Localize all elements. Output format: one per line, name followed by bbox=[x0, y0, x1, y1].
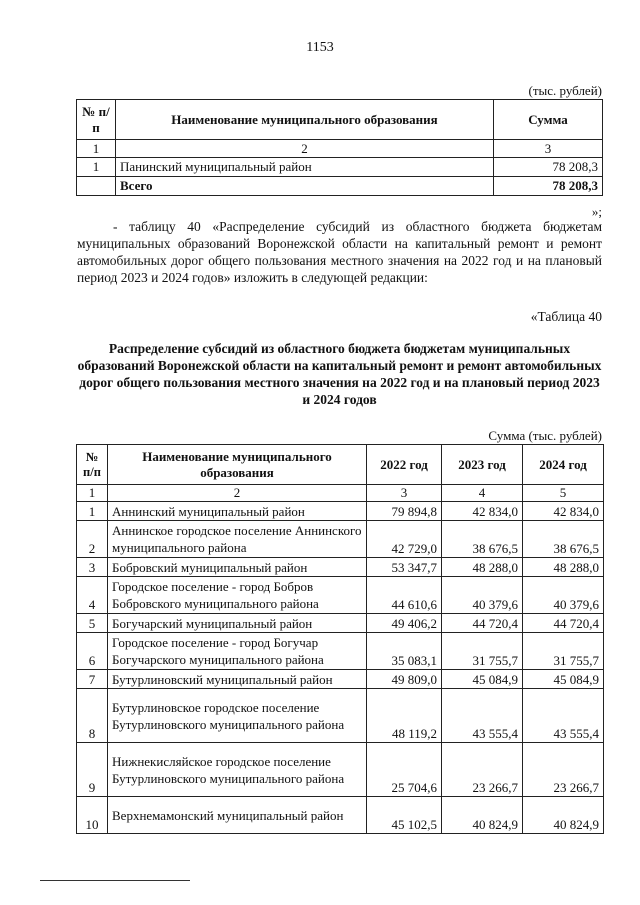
table-row bbox=[77, 689, 604, 743]
municipality-name: Бутурлиновский муниципальный район bbox=[108, 670, 367, 689]
row-number: 1 bbox=[77, 158, 116, 177]
table-row bbox=[77, 158, 603, 177]
table-label: «Таблица 40 bbox=[530, 309, 602, 324]
table2-header-num: № п/п bbox=[77, 445, 108, 485]
amount-cell: 40 824,9 bbox=[442, 797, 523, 834]
table2-header-2023: 2023 год bbox=[442, 445, 523, 485]
table2-index-cell: 4 bbox=[442, 485, 523, 502]
table2-units: Сумма (тыс. рублей) bbox=[488, 428, 602, 443]
table2-index-cell: 3 bbox=[367, 485, 442, 502]
amount-cell: 42 834,0 bbox=[523, 502, 604, 521]
amount-cell: 42 834,0 bbox=[442, 502, 523, 521]
table1-header-name: Наименование муниципального образования bbox=[116, 100, 494, 140]
end-quote: »; bbox=[591, 204, 602, 219]
municipality-name: Городское поселение - город Богучар Богучарского муниципального района bbox=[108, 633, 367, 670]
table-row bbox=[77, 633, 604, 670]
table2-index-cell: 5 bbox=[523, 485, 604, 502]
total-label: Всего bbox=[116, 177, 494, 196]
row-number: 9 bbox=[77, 743, 108, 797]
table-row bbox=[77, 670, 604, 689]
table1 bbox=[76, 99, 603, 196]
amount-cell: 49 809,0 bbox=[367, 670, 442, 689]
table1-header-sum: Сумма bbox=[494, 100, 603, 140]
table1-index-cell: 3 bbox=[494, 140, 603, 158]
amount-cell: 44 720,4 bbox=[523, 614, 604, 633]
amount-cell: 43 555,4 bbox=[523, 689, 604, 743]
table1-index-cell: 1 bbox=[77, 140, 116, 158]
table2 bbox=[76, 444, 604, 834]
amount-cell: 31 755,7 bbox=[442, 633, 523, 670]
table1-units: (тыс. рублей) bbox=[528, 83, 602, 98]
amount-cell: 48 288,0 bbox=[442, 558, 523, 577]
table-row bbox=[77, 743, 604, 797]
amount-cell: 25 704,6 bbox=[367, 743, 442, 797]
row-number: 4 bbox=[77, 577, 108, 614]
amount-cell: 53 347,7 bbox=[367, 558, 442, 577]
municipality-name: Нижнекисляйское городское поселение Бутурлиновского муниципального района bbox=[108, 743, 367, 797]
amount-cell: 79 894,8 bbox=[367, 502, 442, 521]
amount-cell: 48 119,2 bbox=[367, 689, 442, 743]
amount-cell: 44 720,4 bbox=[442, 614, 523, 633]
table-row bbox=[77, 614, 604, 633]
table2-header-2024: 2024 год bbox=[523, 445, 604, 485]
row-number: 2 bbox=[77, 521, 108, 558]
table-row bbox=[77, 521, 604, 558]
body-paragraph: - таблицу 40 «Распределение субсидий из областного бюджета бюджетам муниципальных образований Воронежской области на капитальный ремонт и ремонт автомобильных дорог общего пользования местного значения на 2022 год и на плановый период 2023 и 2024 годов» изложить в следующей редакции: bbox=[77, 219, 602, 285]
table1-header-num: № п/п bbox=[77, 100, 116, 140]
row-number: 6 bbox=[77, 633, 108, 670]
table1-index-cell: 2 bbox=[116, 140, 494, 158]
row-number: 10 bbox=[77, 797, 108, 834]
amount-cell: 40 379,6 bbox=[442, 577, 523, 614]
municipality-name: Верхнемамонский муниципальный район bbox=[108, 797, 367, 834]
table-row bbox=[77, 797, 604, 834]
amount-cell: 45 084,9 bbox=[523, 670, 604, 689]
amount-cell: 45 102,5 bbox=[367, 797, 442, 834]
amount-cell: 23 266,7 bbox=[523, 743, 604, 797]
table2-header-name: Наименование муниципального образования bbox=[108, 445, 367, 485]
amount-cell: 23 266,7 bbox=[442, 743, 523, 797]
municipality-name: Аннинское городское поселение Аннинского муниципального района bbox=[108, 521, 367, 558]
amount-cell: 43 555,4 bbox=[442, 689, 523, 743]
row-number: 1 bbox=[77, 502, 108, 521]
municipality-name: Аннинский муниципальный район bbox=[108, 502, 367, 521]
row-number: 8 bbox=[77, 689, 108, 743]
amount-cell: 35 083,1 bbox=[367, 633, 442, 670]
amount-cell: 45 084,9 bbox=[442, 670, 523, 689]
table-title: Распределение субсидий из областного бюджета бюджетам муниципальных образований Воронежской области на капитальный ремонт и ремонт автомобильных дорог общего пользования местного значения на 2022 год и на плановый период 2023 и 2024 годов bbox=[77, 341, 602, 407]
table-row bbox=[77, 502, 604, 521]
row-number: 3 bbox=[77, 558, 108, 577]
amount-cell: 78 208,3 bbox=[494, 158, 603, 177]
table2-index-cell: 1 bbox=[77, 485, 108, 502]
amount-cell: 42 729,0 bbox=[367, 521, 442, 558]
row-number: 7 bbox=[77, 670, 108, 689]
municipality-name: Бобровский муниципальный район bbox=[108, 558, 367, 577]
table1-total-row bbox=[77, 177, 603, 196]
amount-cell: 44 610,6 bbox=[367, 577, 442, 614]
table2-header-2022: 2022 год bbox=[367, 445, 442, 485]
amount-cell: 40 379,6 bbox=[523, 577, 604, 614]
total-value: 78 208,3 bbox=[494, 177, 603, 196]
footer-rule bbox=[40, 880, 190, 881]
municipality-name: Панинский муниципальный район bbox=[116, 158, 494, 177]
amount-cell: 40 824,9 bbox=[523, 797, 604, 834]
municipality-name: Богучарский муниципальный район bbox=[108, 614, 367, 633]
amount-cell: 49 406,2 bbox=[367, 614, 442, 633]
amount-cell: 31 755,7 bbox=[523, 633, 604, 670]
amount-cell: 38 676,5 bbox=[442, 521, 523, 558]
table2-index-cell: 2 bbox=[108, 485, 367, 502]
row-number: 5 bbox=[77, 614, 108, 633]
amount-cell: 48 288,0 bbox=[523, 558, 604, 577]
table-row bbox=[77, 577, 604, 614]
municipality-name: Городское поселение - город Бобров Бобровского муниципального района bbox=[108, 577, 367, 614]
municipality-name: Бутурлиновское городское поселение Бутурлиновского муниципального района bbox=[108, 689, 367, 743]
amount-cell: 38 676,5 bbox=[523, 521, 604, 558]
page-number: 1153 bbox=[306, 40, 334, 55]
table-row bbox=[77, 558, 604, 577]
